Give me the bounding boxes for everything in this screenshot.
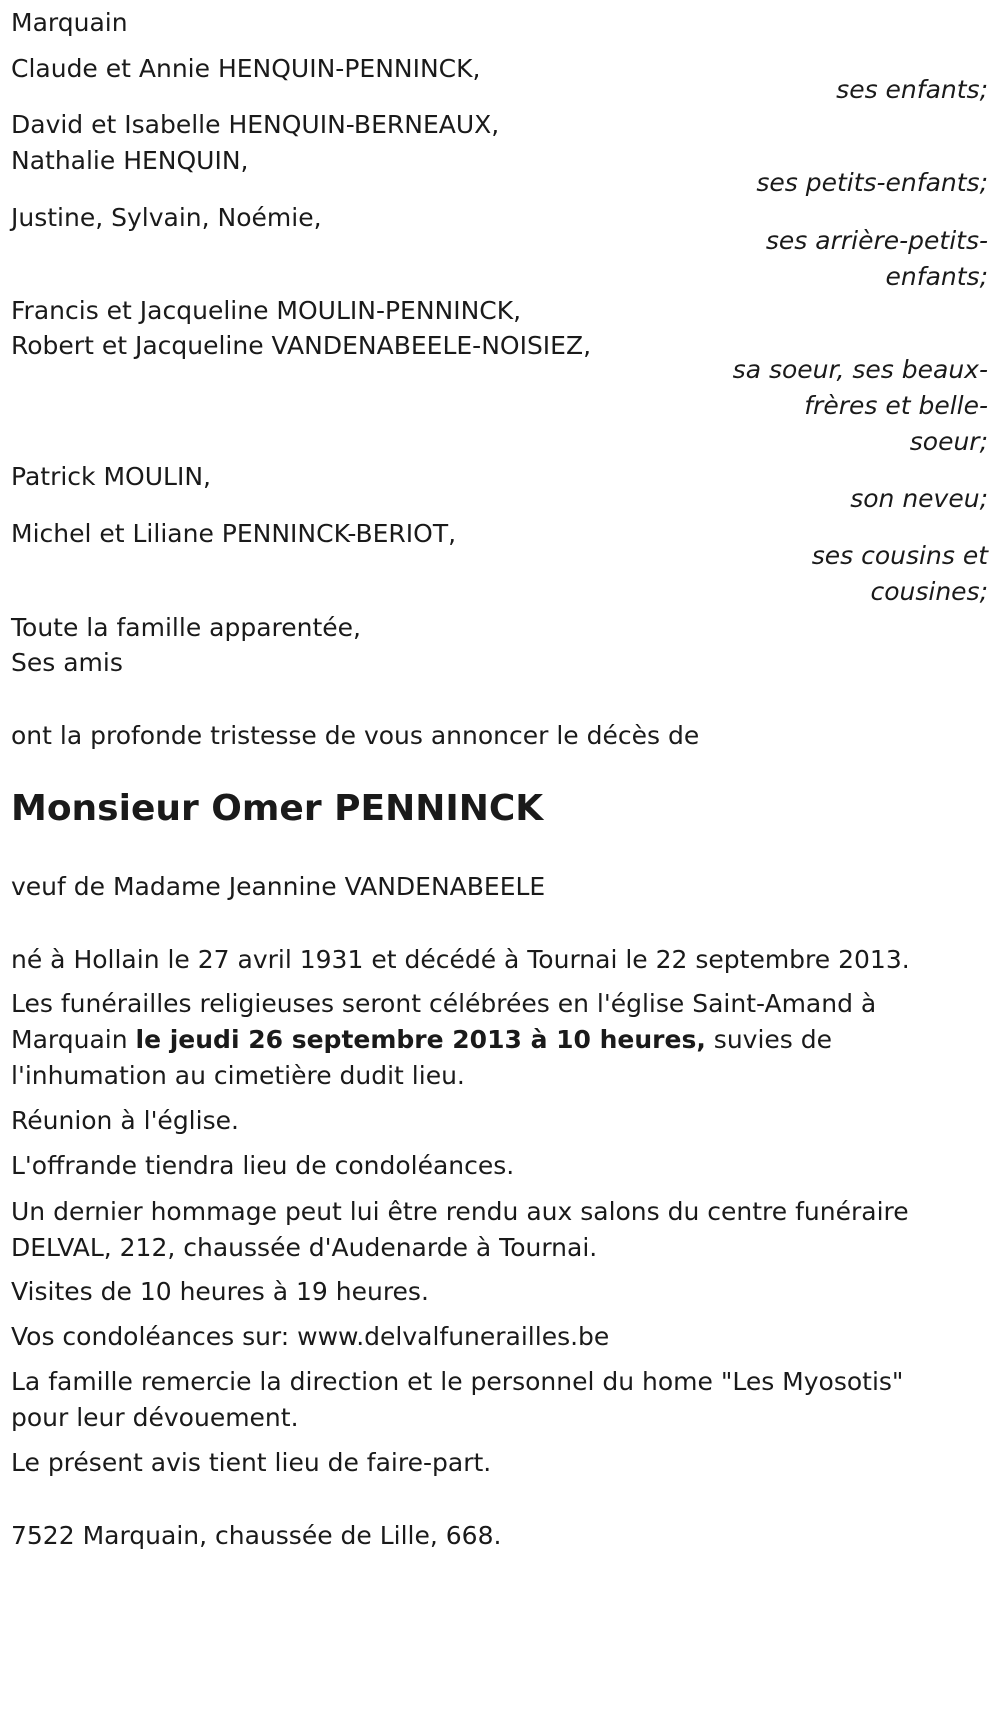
- widower-of: veuf de Madame Jeannine VANDENABEELE: [11, 872, 546, 901]
- family-name: Justine, Sylvain, Noémie,: [11, 203, 322, 232]
- family-relation: ses enfants;: [836, 75, 988, 104]
- deceased-name: Monsieur Omer PENNINCK: [11, 788, 544, 829]
- funeral-text: Marquain: [11, 1025, 136, 1054]
- notice: Le présent avis tient lieu de faire-part.: [11, 1448, 492, 1477]
- family-name: Claude et Annie HENQUIN-PENNINCK,: [11, 54, 481, 83]
- tribute-line: DELVAL, 212, chaussée d'Audenarde à Tournai.: [11, 1233, 598, 1262]
- location: Marquain: [11, 8, 128, 37]
- family-relation: soeur;: [909, 427, 988, 456]
- funeral-date: le jeudi 26 septembre 2013 à 10 heures,: [135, 1025, 706, 1054]
- family-name: Robert et Jacqueline VANDENABEELE-NOISIEZ,: [11, 331, 592, 360]
- funeral-line: [11, 1022, 832, 1058]
- family-name: David et Isabelle HENQUIN-BERNEAUX,: [11, 110, 500, 139]
- offering: L'offrande tiendra lieu de condoléances.: [11, 1151, 515, 1180]
- funeral-line: Les funérailles religieuses seront célébrées en l'église Saint-Amand à: [11, 989, 877, 1018]
- family-name: Patrick MOULIN,: [11, 462, 211, 491]
- family-relation: frères et belle-: [804, 391, 988, 420]
- family-name: Francis et Jacqueline MOULIN-PENNINCK,: [11, 296, 522, 325]
- condolences: Vos condoléances sur: www.delvalfunerailles.be: [11, 1322, 610, 1351]
- family-name: Nathalie HENQUIN,: [11, 146, 249, 175]
- announcement: ont la profonde tristesse de vous annoncer le décès de: [11, 721, 700, 750]
- thanks-line: La famille remercie la direction et le personnel du home "Les Myosotis": [11, 1367, 904, 1396]
- family-name: Michel et Liliane PENNINCK-BERIOT,: [11, 519, 457, 548]
- birth-death: né à Hollain le 27 avril 1931 et décédé à Tournai le 22 septembre 2013.: [11, 945, 910, 974]
- tribute-line: Un dernier hommage peut lui être rendu aux salons du centre funéraire: [11, 1197, 909, 1226]
- family-relation: ses cousins et: [811, 541, 988, 570]
- meeting: Réunion à l'église.: [11, 1106, 239, 1135]
- family-relation: ses petits-enfants;: [756, 168, 988, 197]
- family-relation: ses arrière-petits-: [765, 226, 988, 255]
- funeral-line: l'inhumation au cimetière dudit lieu.: [11, 1061, 465, 1090]
- family-relation: enfants;: [885, 262, 988, 291]
- funeral-text: suvies de: [705, 1025, 833, 1054]
- family-relation: cousines;: [870, 577, 988, 606]
- others-line: Toute la famille apparentée,: [11, 613, 361, 642]
- visits: Visites de 10 heures à 19 heures.: [11, 1277, 429, 1306]
- family-relation: son neveu;: [850, 484, 988, 513]
- thanks-line: pour leur dévouement.: [11, 1403, 299, 1432]
- family-relation: sa soeur, ses beaux-: [732, 355, 988, 384]
- address: 7522 Marquain, chaussée de Lille, 668.: [11, 1521, 502, 1550]
- others-line: Ses amis: [11, 648, 123, 677]
